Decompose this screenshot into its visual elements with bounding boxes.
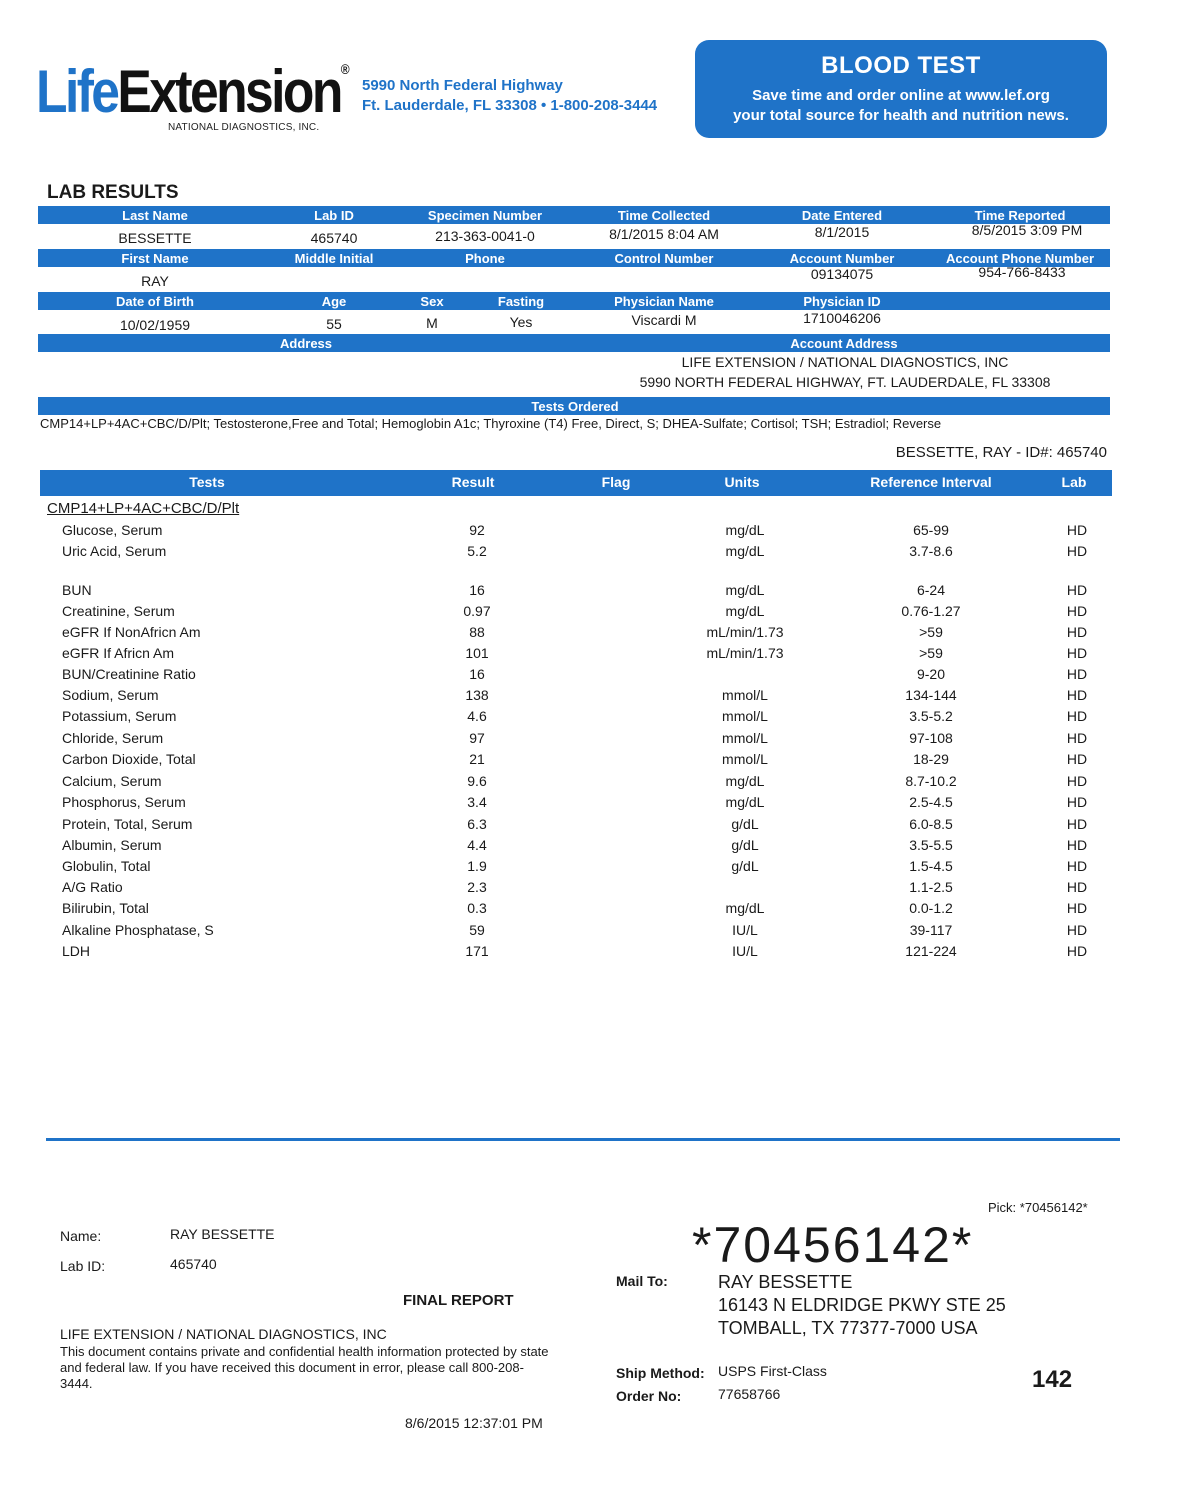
test-reference: 134-144	[905, 687, 957, 703]
table-row	[0, 582, 1177, 602]
test-name: Chloride, Serum	[62, 730, 164, 746]
test-name: Carbon Dioxide, Total	[62, 751, 196, 767]
table-row	[0, 816, 1177, 836]
test-lab: HD	[1066, 522, 1088, 538]
test-lab: HD	[1066, 794, 1088, 810]
test-lab: HD	[1066, 582, 1088, 598]
test-name: Alkaline Phosphatase, S	[62, 922, 214, 938]
page-number: 142	[1032, 1366, 1073, 1393]
test-result: 4.4	[467, 837, 487, 853]
table-row	[0, 522, 1177, 542]
patient-header-bar-1	[38, 206, 1110, 224]
test-reference: 65-99	[913, 522, 949, 538]
fasting-value: Yes	[509, 314, 533, 330]
table-row	[0, 624, 1177, 644]
test-units: IU/L	[732, 943, 758, 959]
logo-life-text: Life	[36, 58, 118, 125]
test-name: Globulin, Total	[62, 858, 151, 874]
test-lab: HD	[1066, 837, 1088, 853]
test-reference: 6.0-8.5	[909, 816, 953, 832]
address-header-bar	[38, 334, 1110, 352]
test-reference: 97-108	[909, 730, 953, 746]
account-address-line1: LIFE EXTENSION / NATIONAL DIAGNOSTICS, INC	[681, 354, 1009, 370]
test-lab: HD	[1066, 603, 1088, 619]
test-result: 0.97	[463, 603, 491, 619]
test-name: Sodium, Serum	[62, 687, 159, 703]
table-row	[0, 730, 1177, 750]
col-lab: Lab	[1061, 474, 1087, 490]
test-reference: 1.1-2.5	[909, 879, 953, 895]
test-result: 92	[469, 522, 485, 538]
header-time-reported: Time Reported	[974, 208, 1066, 223]
table-row	[0, 922, 1177, 942]
col-tests: Tests	[189, 474, 225, 490]
test-result: 171	[465, 943, 489, 959]
logo-subtitle: NATIONAL DIAGNOSTICS, INC.	[168, 122, 320, 133]
test-result: 2.3	[467, 879, 487, 895]
time-collected-value: 8/1/2015 8:04 AM	[609, 226, 719, 242]
test-name: Uric Acid, Serum	[62, 543, 167, 559]
test-lab: HD	[1066, 730, 1088, 746]
panel-title: CMP14+LP+4AC+CBC/D/Plt	[47, 500, 240, 517]
test-units: mg/dL	[725, 522, 765, 538]
time-reported-value: 8/5/2015 3:09 PM	[971, 222, 1083, 238]
test-units: mg/dL	[725, 794, 765, 810]
physician-name-value: Viscardi M	[631, 312, 697, 328]
dob-value: 10/02/1959	[119, 317, 191, 333]
registered-mark: ®	[340, 61, 350, 77]
table-row	[0, 773, 1177, 793]
header-account-phone: Account Phone Number	[945, 251, 1095, 266]
col-reference-interval: Reference Interval	[870, 474, 992, 490]
test-name: Phosphorus, Serum	[62, 794, 186, 810]
logo-extension-text: Extension	[117, 58, 341, 125]
test-units: g/dL	[731, 858, 759, 874]
test-units: mg/dL	[725, 582, 765, 598]
table-row	[0, 687, 1177, 707]
header-date-entered: Date Entered	[801, 208, 883, 223]
table-row	[0, 837, 1177, 857]
order-no-value: 77658766	[718, 1386, 781, 1402]
tests-ordered-list: CMP14+LP+4AC+CBC/D/Plt; Testosterone,Free and Total; Hemoglobin A1c; Thyroxine (T4) Free, Direct, S; DHEA-Sulfate; Cortisol; TSH; Estradiol; Reverse	[40, 416, 942, 431]
test-name: A/G Ratio	[62, 879, 123, 895]
test-result: 3.4	[467, 794, 487, 810]
table-row	[0, 900, 1177, 920]
test-lab: HD	[1066, 687, 1088, 703]
test-name: Protein, Total, Serum	[62, 816, 193, 832]
test-units: mg/dL	[725, 900, 765, 916]
test-units: g/dL	[731, 816, 759, 832]
test-result: 101	[465, 645, 489, 661]
test-reference: 1.5-4.5	[909, 858, 953, 874]
test-reference: 3.5-5.5	[909, 837, 953, 853]
patient-id-line: BESSETTE, RAY - ID#: 465740	[895, 444, 1107, 461]
test-reference: 8.7-10.2	[905, 773, 957, 789]
test-units: mL/min/1.73	[706, 624, 784, 640]
patient-header-bar-3	[38, 292, 1110, 310]
banner-title: BLOOD TEST	[821, 52, 981, 79]
name-label: Name:	[60, 1228, 102, 1244]
header-age: Age	[321, 294, 347, 309]
header-address: Address	[279, 336, 333, 351]
col-result: Result	[451, 474, 495, 490]
table-row	[0, 794, 1177, 814]
final-report-label: FINAL REPORT	[403, 1292, 514, 1309]
test-lab: HD	[1066, 645, 1088, 661]
lab-results-title: LAB RESULTS	[47, 182, 179, 203]
banner-line2: your total source for health and nutrition news.	[733, 107, 1069, 124]
test-result: 21	[469, 751, 485, 767]
specimen-number-value: 213-363-0041-0	[435, 228, 535, 244]
table-row	[0, 666, 1177, 686]
test-result: 16	[469, 666, 485, 682]
mail-name: RAY BESSETTE	[718, 1272, 853, 1292]
test-result: 88	[469, 624, 485, 640]
header-sex: Sex	[420, 294, 444, 309]
test-name: Albumin, Serum	[62, 837, 162, 853]
test-name: LDH	[62, 943, 91, 959]
last-name-value: BESSETTE	[118, 230, 192, 246]
first-name-value: RAY	[141, 273, 169, 289]
test-reference: 2.5-4.5	[909, 794, 953, 810]
lab-id-value-footer: 465740	[170, 1256, 217, 1272]
header-physician-id: Physician ID	[803, 294, 881, 309]
lab-id-label: Lab ID:	[60, 1258, 106, 1274]
table-row	[0, 645, 1177, 665]
test-units: IU/L	[732, 922, 758, 938]
header-specimen-number: Specimen Number	[427, 208, 543, 223]
account-number-value: 09134075	[810, 266, 874, 282]
test-units: g/dL	[731, 837, 759, 853]
order-no-label: Order No:	[616, 1388, 682, 1404]
col-flag: Flag	[601, 474, 631, 490]
header-account-number: Account Number	[789, 251, 895, 266]
test-name: eGFR If Africn Am	[62, 645, 175, 661]
footer-company: LIFE EXTENSION / NATIONAL DIAGNOSTICS, INC	[60, 1326, 387, 1342]
header-time-collected: Time Collected	[617, 208, 711, 223]
header-control-number: Control Number	[614, 251, 714, 266]
table-row	[0, 603, 1177, 623]
test-reference: 18-29	[913, 751, 949, 767]
account-address-line2: 5990 NORTH FEDERAL HIGHWAY, FT. LAUDERDALE, FL 33308	[639, 374, 1051, 390]
test-name: BUN	[62, 582, 92, 598]
test-reference: 0.0-1.2	[909, 900, 953, 916]
test-result: 0.3	[467, 900, 487, 916]
test-result: 1.9	[467, 858, 487, 874]
test-result: 138	[465, 687, 489, 703]
ship-method-value: USPS First-Class	[718, 1363, 827, 1379]
test-lab: HD	[1066, 922, 1088, 938]
date-entered-value: 8/1/2015	[814, 224, 870, 240]
lab-id-value: 465740	[310, 230, 358, 246]
test-units: mg/dL	[725, 603, 765, 619]
header-tests-ordered: Tests Ordered	[531, 399, 619, 414]
test-lab: HD	[1066, 751, 1088, 767]
test-result: 6.3	[467, 816, 487, 832]
mail-to-label: Mail To:	[616, 1273, 668, 1289]
test-reference: >59	[919, 645, 943, 661]
table-row	[0, 943, 1177, 963]
test-lab: HD	[1066, 708, 1088, 724]
test-name: Bilirubin, Total	[62, 900, 149, 916]
sex-value: M	[426, 315, 438, 331]
test-lab: HD	[1066, 773, 1088, 789]
header-phone: Phone	[465, 251, 505, 266]
col-units: Units	[724, 474, 760, 490]
test-lab: HD	[1066, 858, 1088, 874]
blood-test-banner	[695, 40, 1107, 138]
test-name: Creatinine, Serum	[62, 603, 175, 619]
ship-method-label: Ship Method:	[616, 1365, 705, 1381]
test-name: Calcium, Serum	[62, 773, 162, 789]
table-row	[0, 858, 1177, 878]
test-reference: 39-117	[909, 922, 953, 938]
test-units: mg/dL	[725, 543, 765, 559]
test-lab: HD	[1066, 624, 1088, 640]
test-result: 5.2	[467, 543, 487, 559]
test-name: Glucose, Serum	[62, 522, 163, 538]
test-reference: >59	[919, 624, 943, 640]
test-reference: 3.5-5.2	[909, 708, 953, 724]
company-address	[362, 76, 657, 116]
tests-ordered-bar	[38, 397, 1110, 415]
patient-header-bar-2	[38, 249, 1110, 267]
header-middle-initial: Middle Initial	[294, 251, 374, 266]
header-dob: Date of Birth	[116, 294, 194, 309]
table-row	[0, 879, 1177, 899]
age-value: 55	[326, 316, 342, 332]
header-fasting: Fasting	[497, 294, 545, 309]
test-name: BUN/Creatinine Ratio	[62, 666, 196, 682]
header-physician-name: Physician Name	[614, 294, 714, 309]
physician-id-value: 1710046206	[803, 310, 881, 326]
header-account-address: Account Address	[790, 336, 898, 351]
pick-code: Pick: *70456142*	[988, 1200, 1088, 1215]
header-lab-id: Lab ID	[314, 208, 354, 223]
test-result: 16	[469, 582, 485, 598]
test-name: Potassium, Serum	[62, 708, 177, 724]
test-lab: HD	[1066, 543, 1088, 559]
test-reference: 3.7-8.6	[909, 543, 953, 559]
test-lab: HD	[1066, 816, 1088, 832]
test-name: eGFR If NonAfricn Am	[62, 624, 201, 640]
test-result: 59	[469, 922, 485, 938]
life-extension-logo	[36, 58, 350, 125]
barcode-number: *70456142*	[692, 1217, 974, 1273]
test-lab: HD	[1066, 943, 1088, 959]
table-row	[0, 543, 1177, 563]
test-reference: 6-24	[916, 582, 946, 598]
test-lab: HD	[1066, 879, 1088, 895]
test-units: mg/dL	[725, 773, 765, 789]
test-reference: 121-224	[905, 943, 957, 959]
test-units: mmol/L	[722, 730, 768, 746]
test-lab: HD	[1066, 666, 1088, 682]
test-reference: 9-20	[916, 666, 946, 682]
report-timestamp: 8/6/2015 12:37:01 PM	[405, 1415, 543, 1431]
footer-divider	[46, 1138, 1120, 1141]
confidentiality-disclaimer: This document contains private and confidential health information protected by state and federal law. If you have received this document in error, please call 800-208-3444.	[60, 1344, 549, 1391]
test-units: mmol/L	[722, 751, 768, 767]
mail-street: 16143 N ELDRIDGE PKWY STE 25	[718, 1295, 1006, 1315]
test-result: 97	[469, 730, 485, 746]
table-row	[0, 708, 1177, 728]
mail-city: TOMBALL, TX 77377-7000 USA	[718, 1318, 978, 1338]
name-value: RAY BESSETTE	[170, 1226, 275, 1242]
test-reference: 0.76-1.27	[901, 603, 961, 619]
company-address-line2: Ft. Lauderdale, FL 33308 • 1-800-208-3444	[362, 97, 658, 114]
test-result: 9.6	[467, 773, 487, 789]
test-units: mL/min/1.73	[706, 645, 784, 661]
test-units: mmol/L	[722, 708, 768, 724]
test-lab: HD	[1066, 900, 1088, 916]
account-phone-value: 954-766-8433	[978, 264, 1066, 280]
test-units: mmol/L	[722, 687, 768, 703]
banner-line1: Save time and order online at www.lef.org	[752, 87, 1050, 104]
header-first-name: First Name	[121, 251, 189, 266]
header-last-name: Last Name	[122, 208, 188, 223]
table-row	[0, 751, 1177, 771]
test-result: 4.6	[467, 708, 487, 724]
company-address-line1: 5990 North Federal Highway	[362, 77, 563, 94]
